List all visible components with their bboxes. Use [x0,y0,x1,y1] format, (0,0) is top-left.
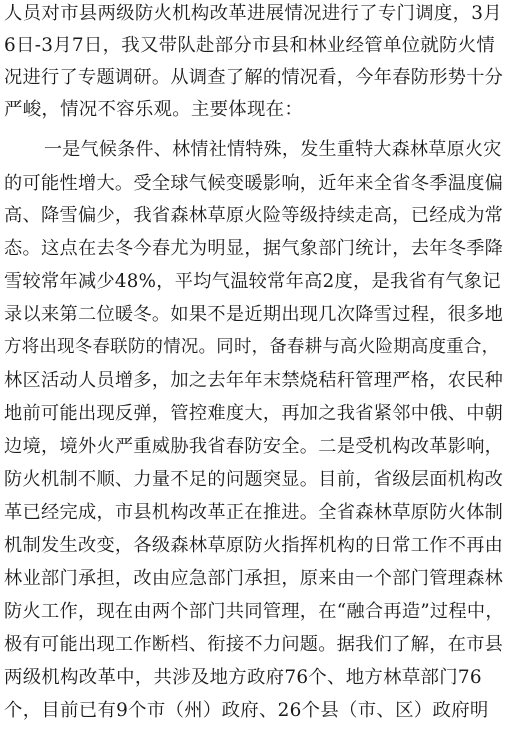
text-line: 6日-3月7日，我又带队赴部分市县和林业经管单位就防火情 [4,35,496,56]
text-line: 极有可能出现工作断档、衔接不力问题。据我们了解，在市县 [4,634,504,655]
text-line: 方将出现冬春联防的情况。同时，备春耕与高火险期高度重合， [4,337,500,357]
text-line: 机制发生改变，各级森林草原防火指挥机构的日常工作不再由 [4,535,504,556]
text-line: 边境，境外火严重威胁我省春防安全。二是受机构改革影响， [4,436,504,457]
text-line: 况进行了专题调研。从调查了解的情况看，今年春防形势十分 [4,67,504,88]
text-line: 严峻，情况不容乐观。主要体现在： [4,99,304,120]
text-line: 的可能性增大。受全球气候变暖影响，近年来全省冬季温度偏 [4,173,504,194]
text-line: 林区活动人员增多，加之去年年末禁烧秸秆管理严格，农民种 [4,370,504,391]
text-line: 防火工作，现在由两个部门共同管理，在“融合再造”过程中， [4,601,504,622]
text-line: 防火机制不顺、力量不足的问题突显。目前，省级层面机构改 [4,469,504,490]
text-line: 人员对市县两级防火机构改革进展情况进行了专门调度，3月 [4,3,502,24]
text-line: 两级机构改革中，共涉及地方政府76个、地方林草部门76 [4,667,482,688]
paragraph-first-line: 一是气候条件、林情社情特殊，发生重特大森林草原火灾 [44,139,502,160]
text-line: 录以来第二位暖冬。如果不是近期出现几次降雪过程，很多地 [4,304,504,325]
text-line: 态。这点在去冬今春尤为明显，据气象部门统计，去年冬季降 [4,238,504,259]
text-line: 革已经完成，市县机构改革正在推进。全省森林草原防火体制 [4,502,504,523]
text-line: 个，目前已有9个市（州）政府、26个县（市、区）政府明 [4,700,489,721]
text-line: 地前可能出现反弹，管控难度大，再加之我省紧邻中俄、中朝 [4,403,504,424]
text-line: 高、降雪偏少，我省森林草原火险等级持续走高，已经成为常 [4,205,504,226]
text-line: 林业部门承担，改由应急部门承担，原来由一个部门管理森林 [4,568,504,589]
text-line: 雪较常年减少48%，平均气温较常年高2度，是我省有气象记 [4,271,501,292]
